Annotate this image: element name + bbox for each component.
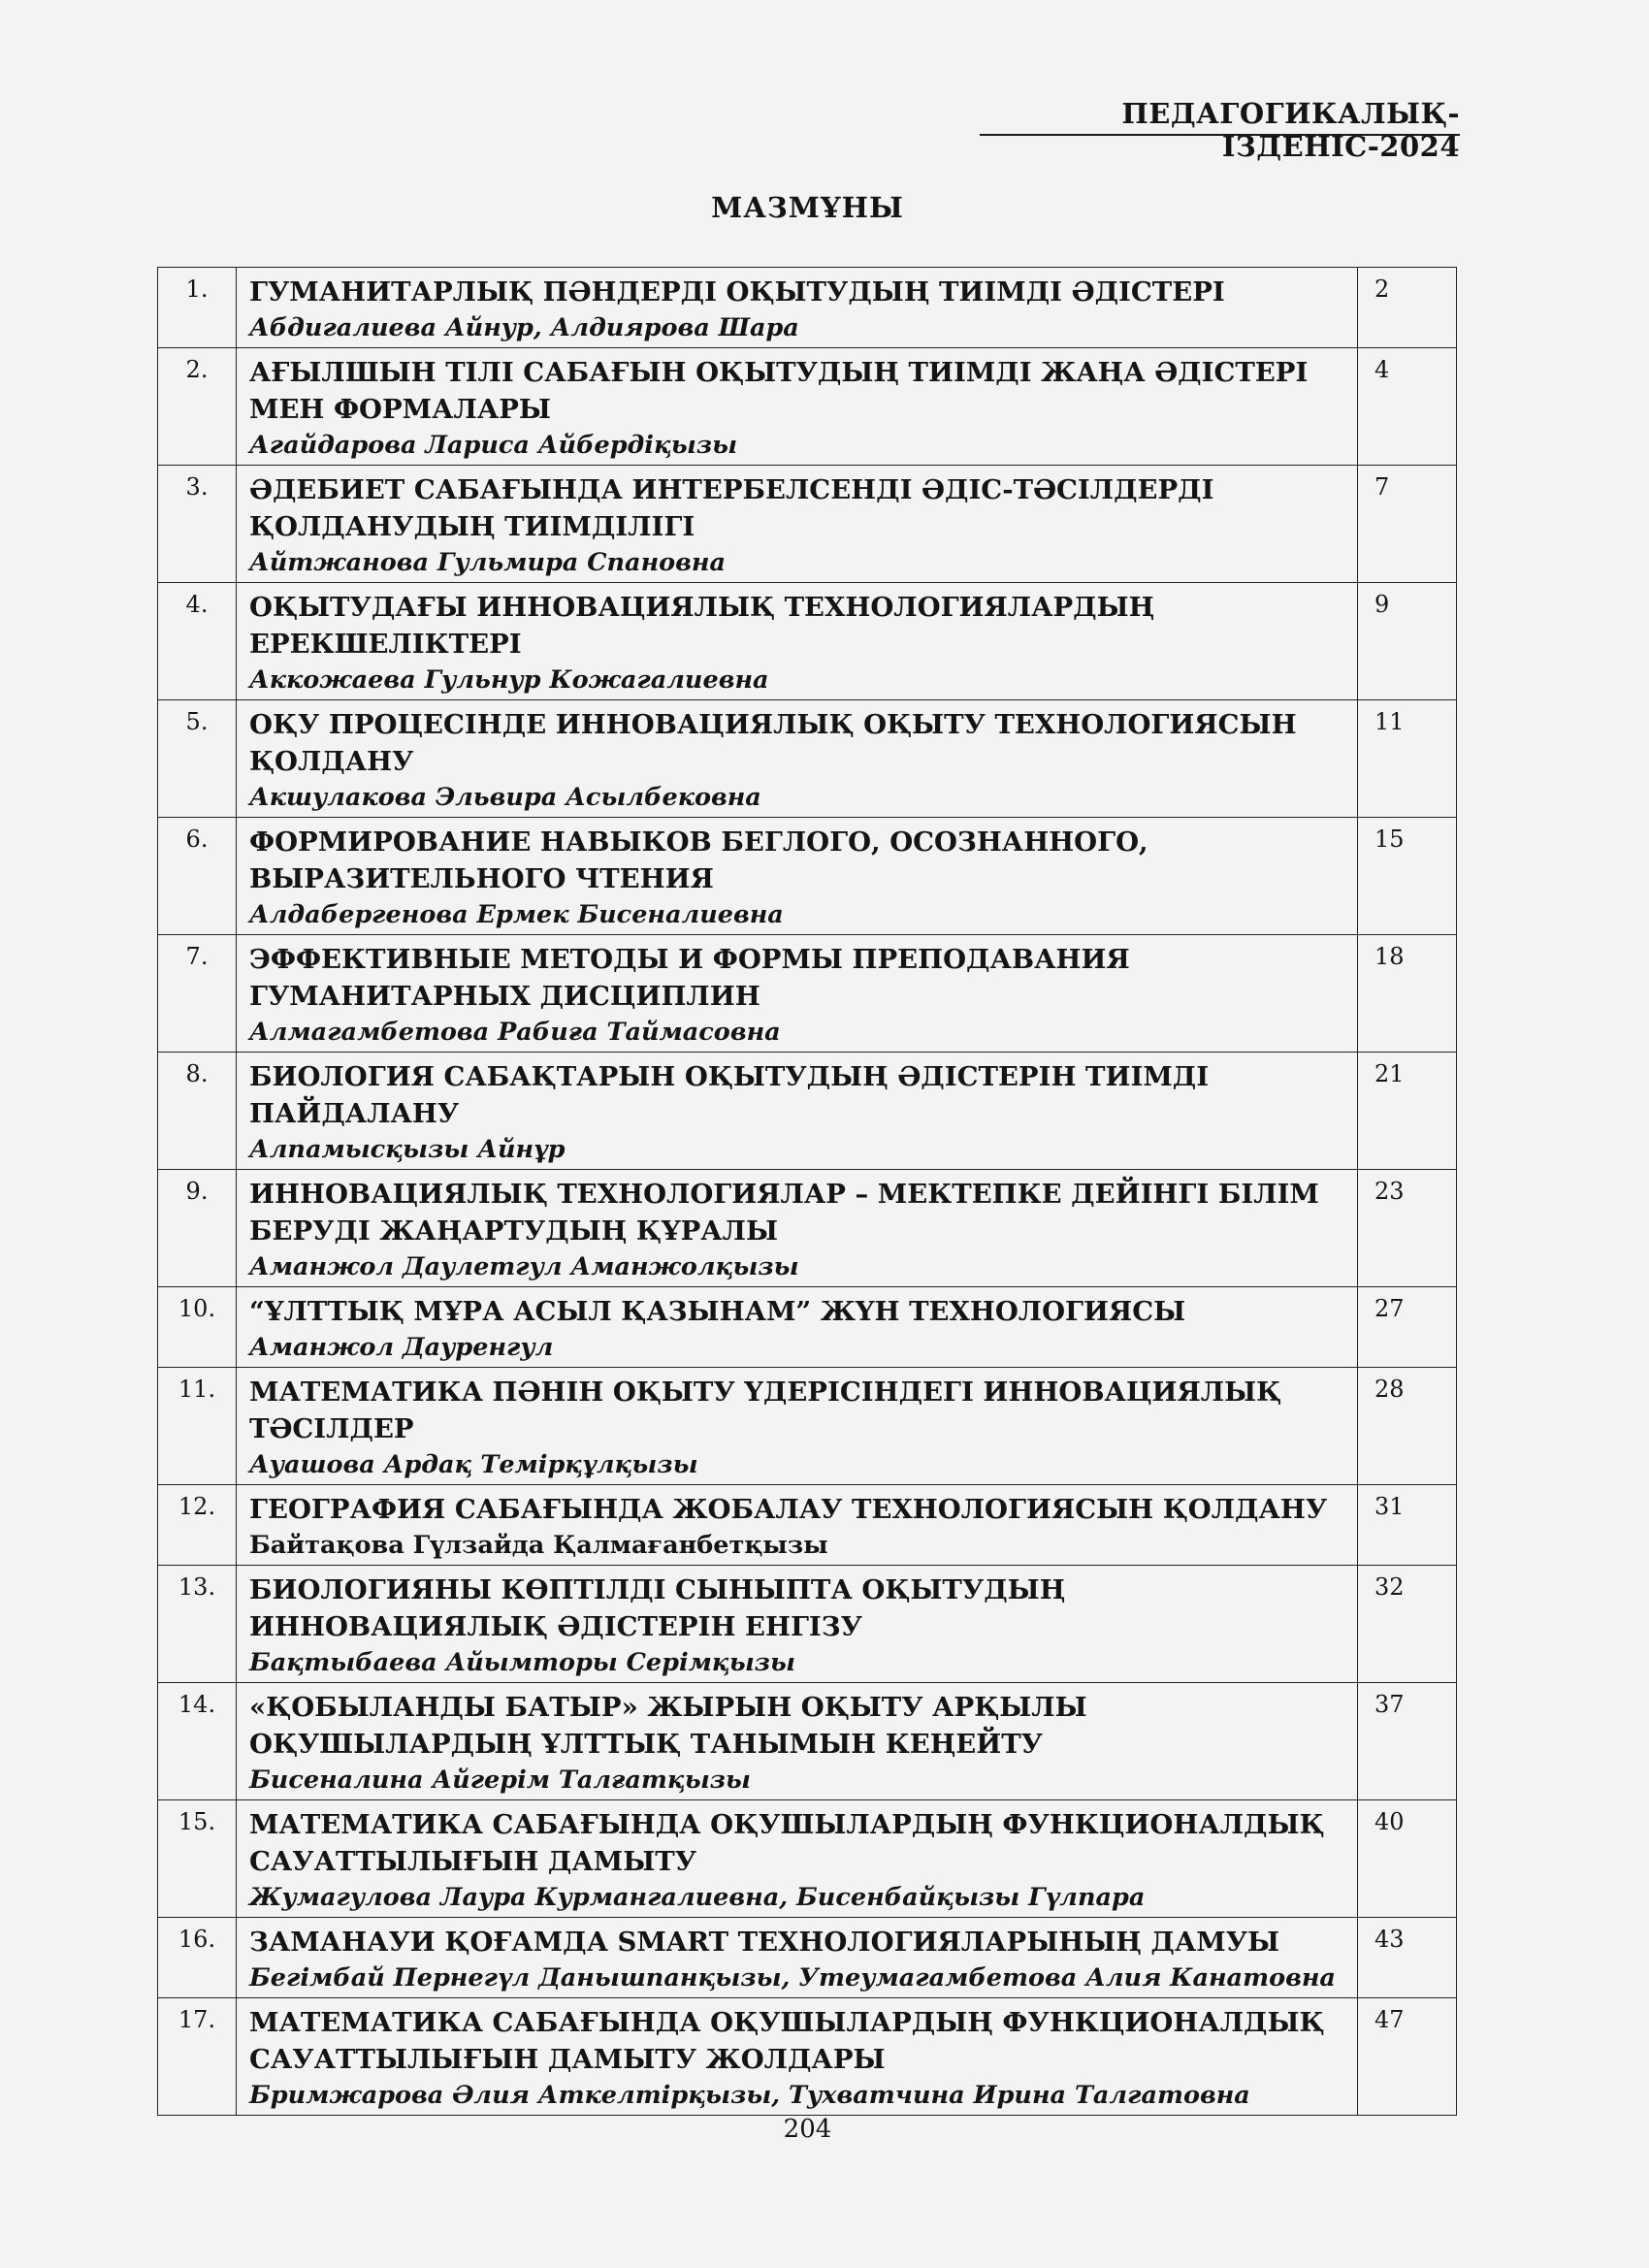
- toc-row: [158, 348, 1457, 466]
- toc-entry-page: 43: [1358, 1918, 1457, 1998]
- toc-entry-authors: Бисеналина Айгерім Талғатқызы: [249, 1766, 752, 1795]
- toc-entry-page: 28: [1358, 1368, 1457, 1485]
- toc-entry-page: 2: [1358, 268, 1457, 348]
- toc-row: [158, 818, 1457, 935]
- toc-entry-title: ФОРМИРОВАНИЕ НАВЫКОВ БЕГЛОГО, ОСОЗНАННОГО, ВЫРАЗИТЕЛЬНОГО ЧТЕНИЯ: [249, 826, 1148, 894]
- toc-row: [158, 1566, 1457, 1683]
- toc-entry-authors: Жумагулова Лаура Курмангалиевна, Бисенбайқызы Гүлпара: [249, 1883, 1146, 1912]
- toc-row: [158, 583, 1457, 700]
- toc-row: [158, 268, 1457, 348]
- toc-entry-body: [237, 1566, 1358, 1683]
- toc-row: [158, 1368, 1457, 1485]
- toc-entry-page: 27: [1358, 1287, 1457, 1368]
- toc-entry-body: [237, 1485, 1358, 1566]
- toc-entry-page: 31: [1358, 1485, 1457, 1566]
- toc-entry-page: 37: [1358, 1683, 1457, 1800]
- toc-entry-authors: Акшулакова Эльвира Асылбековна: [249, 783, 761, 812]
- toc-entry-title: ГЕОГРАФИЯ САБАҒЫНДА ЖОБАЛАУ ТЕХНОЛОГИЯСЫН ҚОЛДАНУ: [249, 1494, 1328, 1525]
- toc-entry-title: ЗАМАНАУИ ҚОҒАМДА SMART ТЕХНОЛОГИЯЛАРЫНЫҢ ДАМУЫ: [249, 1927, 1280, 1958]
- toc-entry-page: 7: [1358, 466, 1457, 583]
- toc-row: [158, 1170, 1457, 1287]
- toc-entry-number: 11.: [158, 1368, 237, 1485]
- toc-row: [158, 1800, 1457, 1918]
- toc-entry-number: 8.: [158, 1053, 237, 1170]
- toc-entry-page: 18: [1358, 935, 1457, 1053]
- toc-entry-page: 11: [1358, 700, 1457, 818]
- toc-entry-title: ЭФФЕКТИВНЫЕ МЕТОДЫ И ФОРМЫ ПРЕПОДАВАНИЯ ГУМАНИТАРНЫХ ДИСЦИПЛИН: [249, 944, 1130, 1012]
- toc-entry-title: БИОЛОГИЯ САБАҚТАРЫН ОҚЫТУДЫҢ ӘДІСТЕРІН ТИІМДІ ПАЙДАЛАНУ: [249, 1061, 1210, 1129]
- toc-entry-title: МАТЕМАТИКА САБАҒЫНДА ОҚУШЫЛАРДЫҢ ФУНКЦИОНАЛДЫҚ САУАТТЫЛЫҒЫН ДАМЫТУ ЖОЛДАРЫ: [249, 2007, 1325, 2075]
- toc-entry-number: 17.: [158, 1998, 237, 2116]
- toc-entry-number: 9.: [158, 1170, 237, 1287]
- toc-entry-authors: Аккожаева Гульнур Кожагалиевна: [249, 665, 769, 695]
- toc-row: [158, 1683, 1457, 1800]
- toc-body: [158, 268, 1457, 2116]
- toc-entry-page: 15: [1358, 818, 1457, 935]
- toc-entry-authors: Ауашова Ардақ Темірқұлқызы: [249, 1450, 698, 1479]
- toc-row: [158, 1053, 1457, 1170]
- toc-entry-title: «ҚОБЫЛАНДЫ БАТЫР» ЖЫРЫН ОҚЫТУ АРҚЫЛЫ ОҚУШЫЛАРДЫҢ ҰЛТТЫҚ ТАНЫМЫН КЕҢЕЙТУ: [249, 1692, 1087, 1760]
- toc-entry-page: 4: [1358, 348, 1457, 466]
- page-number: 204: [783, 2115, 832, 2144]
- toc-entry-authors: Алдабергенова Ермек Бисеналиевна: [249, 900, 784, 929]
- toc-entry-body: [237, 935, 1358, 1053]
- toc-entry-number: 14.: [158, 1683, 237, 1800]
- toc-row: [158, 935, 1457, 1053]
- toc-entry-title: МАТЕМАТИКА ПӘНІН ОҚЫТУ ҮДЕРІСІНДЕГІ ИННОВАЦИЯЛЫҚ ТӘСІЛДЕР: [249, 1377, 1282, 1444]
- toc-entry-title: ОҚЫТУДАҒЫ ИННОВАЦИЯЛЫҚ ТЕХНОЛОГИЯЛАРДЫҢ ЕРЕКШЕЛІКТЕРІ: [249, 592, 1155, 660]
- toc-entry-authors: Абдигалиева Айнур, Алдиярова Шара: [249, 313, 799, 342]
- toc-entry-page: 40: [1358, 1800, 1457, 1918]
- toc-entry-title: БИОЛОГИЯНЫ КӨПТІЛДІ СЫНЫПТА ОҚЫТУДЫҢ ИННОВАЦИЯЛЫҚ ӘДІСТЕРІН ЕНГІЗУ: [249, 1574, 1066, 1642]
- toc-entry-page: 9: [1358, 583, 1457, 700]
- toc-entry-page: 32: [1358, 1566, 1457, 1683]
- toc-entry-body: [237, 583, 1358, 700]
- toc-entry-authors: Айтжанова Гульмира Спановна: [249, 548, 727, 577]
- toc-entry-title: ГУМАНИТАРЛЫҚ ПӘНДЕРДІ ОҚЫТУДЫҢ ТИІМДІ ӘДІСТЕРІ: [249, 276, 1225, 308]
- toc-entry-authors: Бақтыбаева Айымторы Серімқызы: [249, 1648, 796, 1677]
- toc-entry-number: 16.: [158, 1918, 237, 1998]
- toc-row: [158, 1918, 1457, 1998]
- toc-entry-page: 23: [1358, 1170, 1457, 1287]
- journal-header: ПЕДАГОГИКАЛЫҚ-ІЗДЕНІС-2024: [1121, 97, 1460, 163]
- toc-entry-title: АҒЫЛШЫН ТІЛІ САБАҒЫН ОҚЫТУДЫҢ ТИІМДІ ЖАҢА ӘДІСТЕРІ МЕН ФОРМАЛАРЫ: [249, 357, 1309, 425]
- toc-entry-body: [237, 1683, 1358, 1800]
- toc-entry-number: 2.: [158, 348, 237, 466]
- toc-row: [158, 1287, 1457, 1368]
- toc-entry-authors: Агайдарова Лариса Айбердіқызы: [249, 431, 738, 460]
- toc-entry-title: ОҚУ ПРОЦЕСІНДЕ ИННОВАЦИЯЛЫҚ ОҚЫТУ ТЕХНОЛОГИЯСЫН ҚОЛДАНУ: [249, 709, 1297, 777]
- toc-entry-number: 15.: [158, 1800, 237, 1918]
- toc-entry-title: МАТЕМАТИКА САБАҒЫНДА ОҚУШЫЛАРДЫҢ ФУНКЦИОНАЛДЫҚ САУАТТЫЛЫҒЫН ДАМЫТУ: [249, 1809, 1325, 1877]
- toc-row: [158, 1485, 1457, 1566]
- toc-entry-number: 10.: [158, 1287, 237, 1368]
- toc-entry-body: [237, 466, 1358, 583]
- toc-entry-authors: Байтақова Гүлзайда Қалмағанбетқызы: [249, 1531, 828, 1560]
- toc-entry-body: [237, 1918, 1358, 1998]
- toc-entry-authors: Аманжол Дауренгул: [249, 1333, 554, 1362]
- toc-entry-body: [237, 700, 1358, 818]
- toc-row: [158, 466, 1457, 583]
- toc-entry-body: [237, 348, 1358, 466]
- toc-entry-body: [237, 1053, 1358, 1170]
- toc-entry-body: [237, 1170, 1358, 1287]
- toc-entry-authors: Алмагамбетова Рабиға Таймасовна: [249, 1018, 781, 1047]
- toc-entry-page: 21: [1358, 1053, 1457, 1170]
- toc-row: [158, 700, 1457, 818]
- toc-entry-body: [237, 1368, 1358, 1485]
- toc-entry-body: [237, 1287, 1358, 1368]
- toc-entry-number: 13.: [158, 1566, 237, 1683]
- toc-entry-body: [237, 818, 1358, 935]
- toc-entry-authors: Бримжарова Әлия Аткелтірқызы, Тухватчина Ирина Талгатовна: [249, 2081, 1250, 2110]
- toc-entry-number: 7.: [158, 935, 237, 1053]
- toc-entry-number: 3.: [158, 466, 237, 583]
- toc-entry-number: 6.: [158, 818, 237, 935]
- toc-entry-number: 12.: [158, 1485, 237, 1566]
- toc-entry-title: ИННОВАЦИЯЛЫҚ ТЕХНОЛОГИЯЛАР – МЕКТЕПКЕ ДЕЙІНГІ БІЛІМ БЕРУДІ ЖАҢАРТУДЫҢ ҚҰРАЛЫ: [249, 1179, 1319, 1247]
- header-rule: [980, 134, 1460, 136]
- toc-entry-body: [237, 1800, 1358, 1918]
- toc-entry-authors: Бегімбай Пернегүл Данышпанқызы, Утеумагамбетова Алия Канатовна: [249, 1963, 1336, 1993]
- toc-entry-body: [237, 268, 1358, 348]
- toc-entry-authors: Алпамысқызы Айнұр: [249, 1135, 566, 1164]
- toc-table: [157, 267, 1457, 2116]
- toc-entry-number: 5.: [158, 700, 237, 818]
- toc-entry-title: “ҰЛТТЫҚ МҰРА АСЫЛ ҚАЗЫНАМ” ЖҮН ТЕХНОЛОГИЯСЫ: [249, 1296, 1186, 1327]
- toc-entry-number: 4.: [158, 583, 237, 700]
- toc-entry-title: ӘДЕБИЕТ САБАҒЫНДА ИНТЕРБЕЛСЕНДІ ӘДІС-ТӘСІЛДЕРДІ ҚОЛДАНУДЫҢ ТИІМДІЛІГІ: [249, 474, 1214, 542]
- toc-entry-authors: Аманжол Даулетгул Аманжолқызы: [249, 1252, 799, 1281]
- toc-row: [158, 1998, 1457, 2116]
- toc-entry-body: [237, 1998, 1358, 2116]
- toc-entry-page: 47: [1358, 1998, 1457, 2116]
- toc-title: МАЗМҰНЫ: [711, 191, 904, 224]
- toc-entry-number: 1.: [158, 268, 237, 348]
